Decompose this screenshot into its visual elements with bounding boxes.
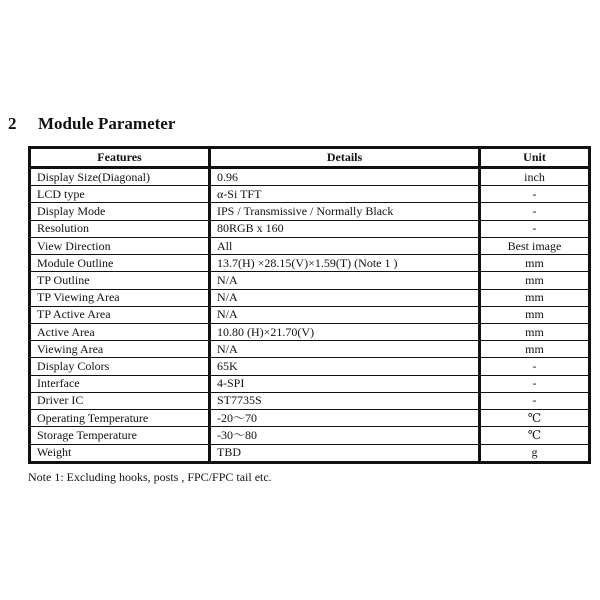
detail-cell: All (210, 237, 480, 254)
table-header-row (30, 148, 590, 168)
header-details: Details (210, 148, 480, 168)
table-row (30, 186, 590, 203)
unit-cell: g (480, 444, 590, 462)
unit-cell: ℃ (480, 410, 590, 427)
feature-cell: Resolution (30, 220, 210, 237)
feature-cell: TP Outline (30, 272, 210, 289)
feature-cell: TP Active Area (30, 306, 210, 323)
unit-cell: mm (480, 255, 590, 272)
detail-cell: IPS / Transmissive / Normally Black (210, 203, 480, 220)
table-body (30, 168, 590, 463)
table-row (30, 427, 590, 444)
detail-cell: α-Si TFT (210, 186, 480, 203)
table-row (30, 341, 590, 358)
header-features: Features (30, 148, 210, 168)
table-row (30, 392, 590, 409)
detail-cell: 80RGB x 160 (210, 220, 480, 237)
feature-cell: Storage Temperature (30, 427, 210, 444)
table-row (30, 203, 590, 220)
footnote: Note 1: Excluding hooks, posts , FPC/FPC tail etc. (28, 470, 272, 484)
unit-cell: mm (480, 306, 590, 323)
table-row (30, 168, 590, 186)
detail-cell: TBD (210, 444, 480, 462)
table-row (30, 410, 590, 427)
table-row (30, 375, 590, 392)
section-heading (8, 114, 175, 134)
table-row (30, 323, 590, 340)
feature-cell: Display Size(Diagonal) (30, 168, 210, 186)
header-unit: Unit (480, 148, 590, 168)
detail-cell: 10.80 (H)×21.70(V) (210, 323, 480, 340)
table-row (30, 255, 590, 272)
table-row (30, 220, 590, 237)
detail-cell: -30～80 (210, 427, 480, 444)
feature-cell: LCD type (30, 186, 210, 203)
unit-cell: - (480, 220, 590, 237)
table-row (30, 272, 590, 289)
detail-cell: ST7735S (210, 392, 480, 409)
feature-cell: TP Viewing Area (30, 289, 210, 306)
detail-cell: 4-SPI (210, 375, 480, 392)
unit-cell: mm (480, 341, 590, 358)
unit-cell: - (480, 375, 590, 392)
detail-cell: N/A (210, 272, 480, 289)
table-row (30, 289, 590, 306)
detail-cell: N/A (210, 289, 480, 306)
unit-cell: ℃ (480, 427, 590, 444)
detail-cell: -20～70 (210, 410, 480, 427)
feature-cell: View Direction (30, 237, 210, 254)
table-row (30, 306, 590, 323)
section-number: 2 (8, 114, 17, 133)
table-row (30, 358, 590, 375)
feature-cell: Display Colors (30, 358, 210, 375)
unit-cell: mm (480, 272, 590, 289)
feature-cell: Module Outline (30, 255, 210, 272)
detail-cell: N/A (210, 341, 480, 358)
unit-cell: mm (480, 323, 590, 340)
detail-cell: 0.96 (210, 168, 480, 186)
feature-cell: Display Mode (30, 203, 210, 220)
unit-cell: - (480, 358, 590, 375)
unit-cell: - (480, 203, 590, 220)
unit-cell: mm (480, 289, 590, 306)
detail-cell: 13.7(H) ×28.15(V)×1.59(T) (Note 1 ) (210, 255, 480, 272)
table-row (30, 237, 590, 254)
unit-cell: - (480, 186, 590, 203)
detail-cell: N/A (210, 306, 480, 323)
feature-cell: Interface (30, 375, 210, 392)
unit-cell: inch (480, 168, 590, 186)
section-title: Module Parameter (38, 114, 176, 133)
module-parameter-table (28, 146, 591, 464)
feature-cell: Operating Temperature (30, 410, 210, 427)
table-row (30, 444, 590, 462)
unit-cell: Best image (480, 237, 590, 254)
feature-cell: Viewing Area (30, 341, 210, 358)
feature-cell: Driver IC (30, 392, 210, 409)
detail-cell: 65K (210, 358, 480, 375)
feature-cell: Weight (30, 444, 210, 462)
feature-cell: Active Area (30, 323, 210, 340)
unit-cell: - (480, 392, 590, 409)
